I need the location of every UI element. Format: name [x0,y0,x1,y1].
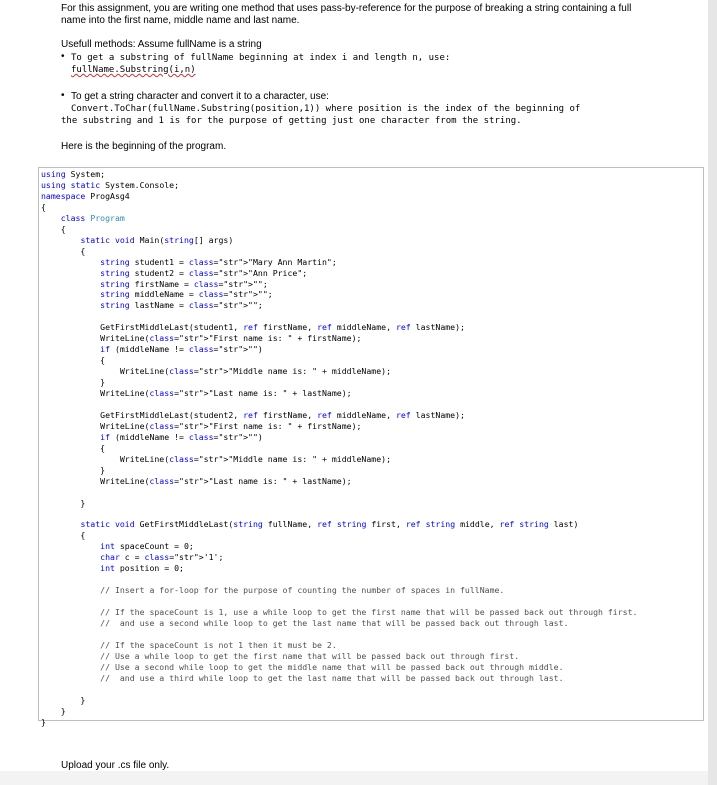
code-line: GetFirstMiddleLast(student2, ref firstName, ref middleName, ref lastName); [41,409,465,420]
bullet-icon: • [61,51,65,62]
code-line: { [41,223,66,234]
code-line: WriteLine(class="str">"Last name is: " + lastName); [41,388,352,398]
code-line: // If the spaceCount is 1, use a while loop to get the first name that will be passed back out through first. [41,607,638,617]
methods-heading: Usefull methods: Assume fullName is a string [61,39,262,50]
upload-instruction: Upload your .cs file only. [61,760,170,771]
code-line: } [41,464,106,475]
bullet-icon: • [61,90,65,101]
code-line: using System; [41,169,106,179]
code-line: WriteLine(class="str">"Middle name is: " + middleName); [41,453,391,464]
intro-line-2: name into the first name, middle name and last name. [61,15,300,26]
code-line: { [41,442,106,453]
bullet-1-text: To get a substring of fullName beginning at index i and length n, use: [71,53,451,63]
code-line: // Use a second while loop to get the middle name that will be passed back out through middle. [41,661,564,672]
code-line: if (middleName != class="str">"") [100,344,263,355]
code-line: { [41,245,86,256]
bullet-1-code: fullName.Substring(i,n) [71,65,196,75]
page-edge [708,0,717,785]
code-line: char c = class="str">'1'; [100,552,224,563]
code-line: static void GetFirstMiddleLast(string fullName, ref string first, ref string middle, ref string last) [80,519,579,530]
code-line: WriteLine(class="str">"First name is: " + firstName); [41,333,362,344]
code-line: string firstName = class="str">""; [100,278,268,289]
code-line: } [41,705,66,716]
code-line: // Insert a for-loop for the purpose of counting the number of spaces in fullName. [41,585,505,596]
code-line: GetFirstMiddleLast(student1, ref firstName, ref middleName, ref lastName); [41,322,465,333]
code-line: // If the spaceCount is not 1 then it must be 2. [41,639,337,650]
code-line: } [41,694,86,705]
code-line: WriteLine(class="str">"Middle name is: " + middleName); [41,366,391,377]
code-line: string student2 = class="str">"Ann Price"; [100,267,308,278]
code-line: // and use a third while loop to get the last name that will be passed back out through last. [41,672,564,683]
intro-line-1: For this assignment, you are writing one method that uses pass-by-reference for the purpose of breaking a string containing a full [61,3,632,14]
code-line: { [41,201,46,212]
code-line: } [41,716,46,727]
code-line: string middleName = class="str">""; [100,289,273,300]
code-line: WriteLine(class="str">"First name is: " + firstName); [41,420,362,431]
code-line: static void Main(string[] args) [80,234,234,245]
code-line: WriteLine(class="str">"Last name is: " + lastName); [41,475,352,486]
code-line: if (middleName != class="str">"") [100,431,263,442]
code-line: namespace ProgAsg4 [41,190,130,201]
code-line: int position = 0; [100,563,184,574]
code-line: string student1 = class="str">"Mary Ann Martin"; [100,256,337,267]
code-line: { [41,355,106,366]
code-line: } [41,497,86,508]
code-line: class Program [60,212,125,223]
page-footer-bar [0,771,708,785]
bullet-2-line-2: the substring and 1 is for the purpose of getting just one character from the string. [61,116,522,126]
code-line: string lastName = class="str">""; [100,300,263,311]
code-line: { [41,530,86,541]
code-line: int spaceCount = 0; [100,541,194,552]
code-line: // Use a while loop to get the first name that will be passed back out through first. [41,650,520,661]
bullet-2-line-1: Convert.ToChar(fullName.Substring(position,1)) where position is the index of the beginning of [71,104,581,114]
program-intro: Here is the beginning of the program. [61,141,227,152]
bullet-2-text: To get a string character and convert it to a character, use: [71,91,329,102]
code-line: } [41,377,106,388]
code-line: // and use a second while loop to get the last name that will be passed back out through last. [41,617,569,628]
code-block [38,167,704,721]
code-line: using static System.Console; [41,179,180,190]
